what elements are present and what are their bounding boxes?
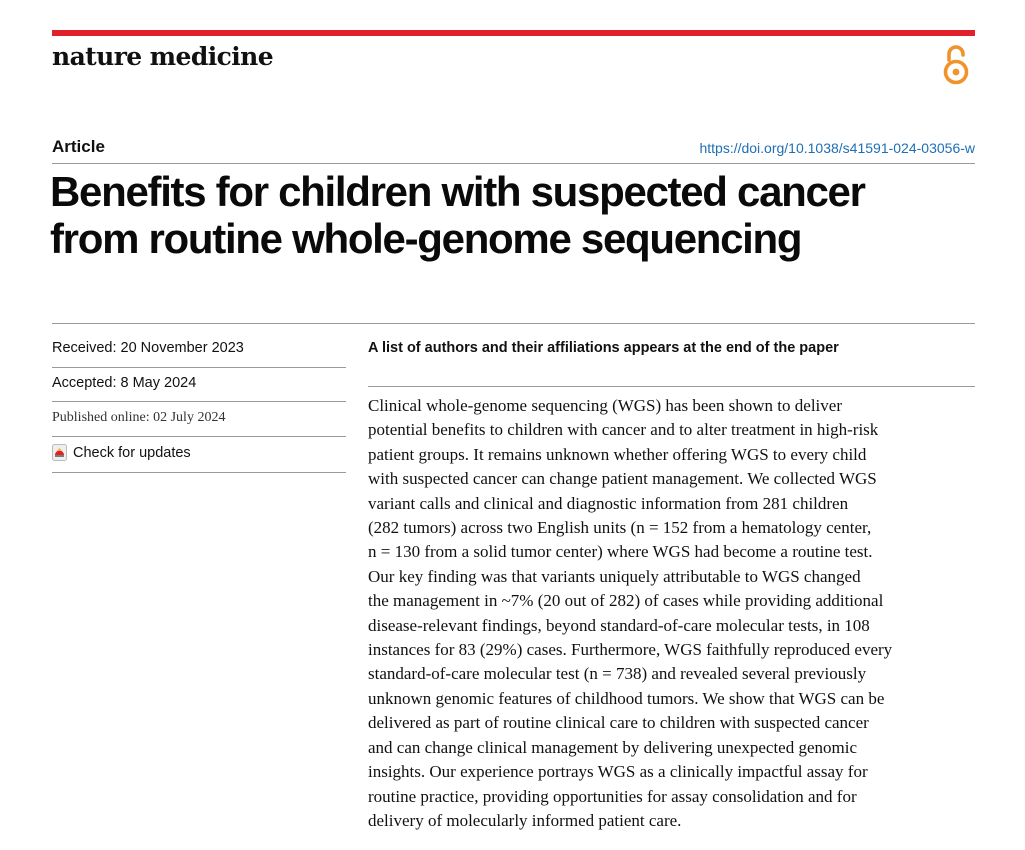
abstract-line: Our key finding was that variants uniquely attributable to WGS changed <box>368 566 861 586</box>
abstract-line: potential benefits to children with cancer and to alter treatment in high-risk <box>368 420 879 440</box>
journal-name: nature medicine <box>52 42 274 71</box>
abstract-line: standard-of-care molecular test (n = 738) and revealed several previously <box>368 664 867 684</box>
check-updates-label: Check for updates <box>73 444 191 461</box>
meta-divider <box>52 436 346 437</box>
article-title <box>50 168 980 262</box>
abstract-line: with suspected cancer can change patient management. We collected WGS <box>368 469 877 489</box>
received-date: Received: 20 November 2023 <box>52 340 244 356</box>
abstract-line: n = 130 from a solid tumor center) where WGS had become a routine test. <box>368 542 873 562</box>
check-updates-icon <box>52 444 67 461</box>
title-rule <box>52 163 975 164</box>
title-line-1: Benefits for children with suspected cancer <box>50 168 865 215</box>
abstract-line: delivery of molecularly informed patient care. <box>368 810 682 830</box>
meta-divider <box>52 472 346 473</box>
abstract <box>368 394 974 833</box>
article-type: Article <box>52 137 105 156</box>
meta-divider <box>52 401 346 402</box>
header-accent-bar <box>52 30 975 36</box>
abstract-line: and can change clinical management by delivering unexpected genomic <box>368 737 858 757</box>
open-access-lock-icon[interactable] <box>940 42 972 86</box>
abstract-line: disease-relevant findings, beyond standard-of-care molecular tests, in 108 <box>368 615 870 635</box>
abstract-rule <box>368 386 975 387</box>
abstract-line: insights. Our experience portrays WGS as a clinically impactful assay for <box>368 762 868 782</box>
abstract-line: instances for 83 (29%) cases. Furthermore, WGS faithfully reproduced every <box>368 640 893 660</box>
section-rule <box>52 323 975 324</box>
abstract-line: Clinical whole-genome sequencing (WGS) has been shown to deliver <box>368 396 842 415</box>
abstract-line: patient groups. It remains unknown whether offering WGS to every child <box>368 444 867 464</box>
meta-divider <box>52 367 346 368</box>
abstract-line: routine practice, providing opportunities for assay consolidation and for <box>368 786 857 806</box>
title-line-2: from routine whole-genome sequencing <box>50 215 802 262</box>
abstract-line: unknown genomic features of childhood tumors. We show that WGS can be <box>368 688 885 708</box>
abstract-line: delivered as part of routine clinical care to children with suspected cancer <box>368 713 869 733</box>
abstract-line: variant calls and clinical and diagnostic information from 281 children <box>368 493 849 513</box>
accepted-date: Accepted: 8 May 2024 <box>52 375 197 391</box>
published-date: Published online: 02 July 2024 <box>52 410 226 425</box>
abstract-line: (282 tumors) across two English units (n = 152 from a hematology center, <box>368 518 872 538</box>
authors-note: A list of authors and their affiliations appears at the end of the paper <box>368 340 839 356</box>
check-for-updates-button[interactable] <box>52 444 191 461</box>
abstract-line: the management in ~7% (20 out of 282) of cases while providing additional <box>368 591 884 611</box>
doi-link[interactable]: https://doi.org/10.1038/s41591-024-03056-w <box>699 140 975 156</box>
